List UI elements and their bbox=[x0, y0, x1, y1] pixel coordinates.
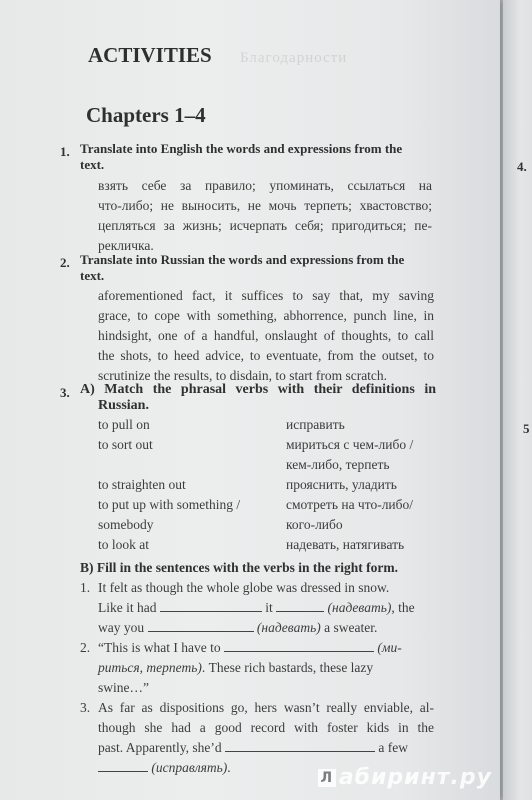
phrasal-verb: somebody bbox=[98, 517, 154, 532]
definition: исправить bbox=[286, 417, 345, 432]
answer-blank[interactable] bbox=[225, 739, 375, 752]
sentence-line bbox=[98, 658, 434, 678]
exercise-body bbox=[98, 176, 432, 256]
instruction-line: A) Match the phrasal verbs with their definitions in bbox=[80, 382, 436, 397]
sentence-line: It felt as though the whole globe was dressed in snow. bbox=[98, 580, 390, 595]
phrasal-verb: to look at bbox=[98, 537, 149, 552]
phrasal-verbs-column bbox=[98, 415, 240, 555]
sentence-text bbox=[98, 638, 434, 698]
body-line: что-либо; не выносить, не мочь терпеть; хвастовство; bbox=[98, 198, 432, 213]
adjacent-page-edge bbox=[503, 0, 532, 800]
definition: мириться с чем-либо / bbox=[286, 437, 414, 452]
phrasal-verb: to straighten out bbox=[98, 477, 186, 492]
verb-hint: риться, терпеть) bbox=[98, 660, 202, 675]
answer-blank[interactable] bbox=[148, 619, 254, 632]
definition: кого-либо bbox=[286, 517, 343, 532]
instruction-line: Russian. bbox=[98, 398, 149, 413]
adjacent-page-number: 5 bbox=[523, 421, 530, 436]
answer-blank[interactable] bbox=[160, 599, 262, 612]
text-fragment: . bbox=[227, 760, 231, 775]
verb-hint: (надевать) bbox=[327, 600, 392, 615]
phrasal-verb: to pull on bbox=[98, 417, 150, 432]
text-fragment: “This is what I have to bbox=[98, 640, 221, 655]
sentence-line: swine…” bbox=[98, 680, 149, 695]
phrasal-verb: to sort out bbox=[98, 437, 153, 452]
body-line: рекличка. bbox=[98, 238, 154, 253]
sentence-text bbox=[98, 578, 434, 638]
exercise-instructions bbox=[80, 252, 432, 284]
text-fragment: a sweater. bbox=[320, 620, 378, 635]
answer-blank[interactable] bbox=[224, 639, 374, 652]
definition: прояснить, уладить bbox=[286, 477, 397, 492]
adjacent-page-number: 4. bbox=[517, 159, 527, 174]
definitions-column bbox=[286, 415, 413, 555]
instruction-line: Translate into English the words and expressions from the bbox=[80, 141, 403, 156]
part-b-instructions: B) Fill in the sentences with the verbs in the right form. bbox=[80, 560, 398, 575]
exercise-body bbox=[98, 286, 434, 386]
phrasal-verb bbox=[98, 455, 240, 475]
instruction-line: Translate into Russian the words and expressions from the bbox=[80, 252, 405, 267]
labirint-logo-icon: Л bbox=[318, 769, 336, 787]
body-line: the shots, to heed advice, to eventuate, from the outset, to bbox=[98, 348, 434, 363]
text-fragment: . These rich bastards, these lazy bbox=[201, 660, 374, 675]
body-line: grace, to cope with something, abhorrence, punch line, in bbox=[98, 308, 434, 323]
instruction-line: text. bbox=[80, 268, 105, 283]
verb-hint: (ми- bbox=[377, 640, 402, 655]
verb-hint: (исправлять) bbox=[151, 760, 228, 775]
text-fragment: , the bbox=[391, 600, 415, 615]
body-line: цепляться за жизнь; исчерпать себя; пригодиться; пе- bbox=[98, 218, 432, 233]
text-fragment: past. Apparently, she’d bbox=[98, 740, 222, 755]
exercise-number: 1. bbox=[60, 144, 70, 159]
definition: кем-либо, терпеть bbox=[286, 457, 390, 472]
watermark bbox=[318, 765, 492, 790]
text-fragment: way you bbox=[98, 620, 145, 635]
text-fragment: Like it had bbox=[98, 600, 157, 615]
body-line: scrutinize the results, to disdain, to start from scratch. bbox=[98, 368, 388, 383]
exercise-number: 3. bbox=[60, 385, 70, 400]
watermark-text: абиринт.ру bbox=[338, 765, 492, 790]
sentence-number: 3. bbox=[80, 700, 91, 715]
body-line: hindsight, one of a handful, onslaught of thoughts, to call bbox=[98, 328, 434, 343]
sentence-number: 2. bbox=[80, 640, 91, 655]
sentence-line bbox=[98, 738, 434, 758]
show-through-text: Благодарности bbox=[240, 50, 348, 66]
sentence-line bbox=[98, 638, 434, 658]
sentence-number: 1. bbox=[80, 580, 91, 595]
phrasal-verb: to put up with something / bbox=[98, 497, 241, 512]
instruction-line: text. bbox=[80, 157, 105, 172]
answer-blank[interactable] bbox=[276, 599, 324, 612]
exercise-number: 2. bbox=[60, 255, 70, 270]
answer-blank[interactable] bbox=[98, 759, 148, 772]
definition: надевать, натягивать bbox=[286, 537, 405, 552]
verb-hint: (надевать) bbox=[256, 620, 321, 635]
definition: смотреть на что-либо/ bbox=[286, 497, 414, 512]
body-line: aforementioned fact, it suffices to say that, my saving bbox=[98, 288, 434, 303]
chapter-title: Chapters 1–4 bbox=[86, 103, 206, 127]
text-fragment: a few bbox=[378, 740, 408, 755]
sentence-line bbox=[98, 598, 434, 618]
text-fragment: it bbox=[265, 600, 273, 615]
sentence-line: though she had a good record with foster kids in the bbox=[98, 720, 434, 735]
sentence-line: As far as dispositions go, hers wasn’t really enviable, al- bbox=[98, 700, 434, 715]
body-line: взять себе за правило; упоминать, ссылаться на bbox=[98, 178, 432, 193]
section-title: ACTIVITIES bbox=[88, 43, 212, 67]
exercise-instructions bbox=[80, 141, 432, 173]
sentence-line bbox=[98, 618, 434, 638]
exercise-instructions bbox=[80, 382, 436, 414]
